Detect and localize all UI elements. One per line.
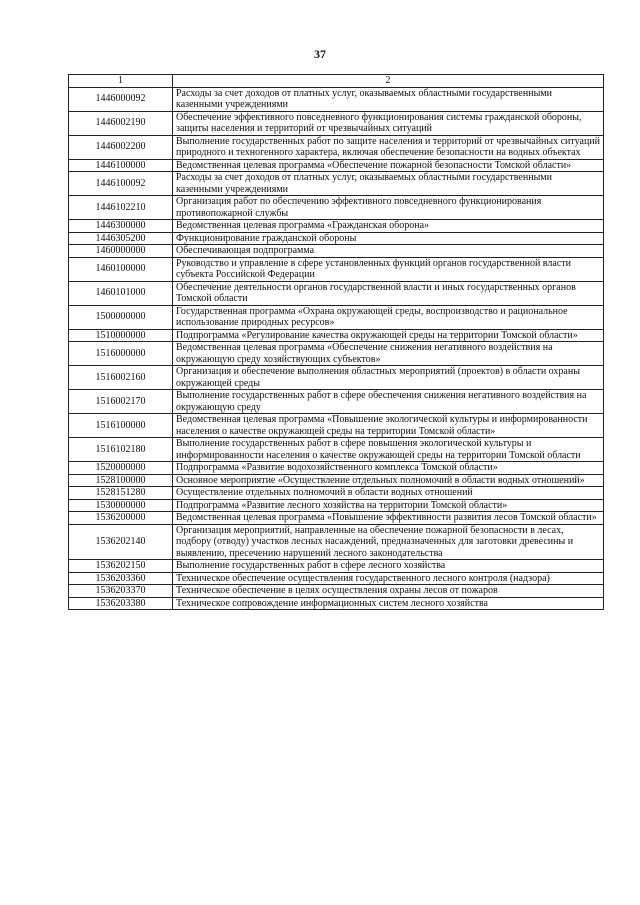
row-code-cell: 1536203370	[69, 585, 173, 598]
table-row	[69, 257, 604, 281]
row-name-cell: Техническое обеспечение в целях осуществления охраны лесов от пожаров	[173, 585, 604, 598]
table-row	[69, 245, 604, 258]
table-row	[69, 572, 604, 585]
row-name-cell: Осуществление отдельных полномочий в области водных отношений	[173, 487, 604, 500]
row-code-cell: 1520000000	[69, 462, 173, 475]
row-name-cell: Выполнение государственных работ в сфере обеспечения снижения негативного воздействия на окружающую среду	[173, 390, 604, 414]
row-name-cell: Ведомственная целевая программа «Гражданская оборона»	[173, 220, 604, 233]
row-code-cell: 1446305200	[69, 232, 173, 245]
row-code-cell: 1516100000	[69, 414, 173, 438]
row-code-cell: 1446000092	[69, 87, 173, 111]
row-name-cell: Ведомственная целевая программа «Обеспечение пожарной безопасности Томской области»	[173, 159, 604, 172]
row-name-cell: Техническое обеспечение осуществления государственного лесного контроля (надзора)	[173, 572, 604, 585]
table-row	[69, 474, 604, 487]
table-row	[69, 281, 604, 305]
table-row	[69, 135, 604, 159]
row-code-cell: 1528151280	[69, 487, 173, 500]
table-row	[69, 512, 604, 525]
table-row	[69, 414, 604, 438]
row-name-cell: Обеспечение деятельности органов государственной власти и иных государственных органов Томской области	[173, 281, 604, 305]
row-code-cell: 1536203360	[69, 572, 173, 585]
table-row	[69, 232, 604, 245]
row-code-cell: 1446100092	[69, 172, 173, 196]
row-name-cell: Организация мероприятий, направленные на обеспечение пожарной безопасности в лесах, подбору (отводу) участков лесных насаждений, предназначенных для заготовки древесины и выявлению, пресечению нарушений лесного законодательства	[173, 524, 604, 560]
header-code-column: 1	[69, 75, 173, 88]
row-name-cell: Выполнение государственных работ в сфере лесного хозяйства	[173, 560, 604, 573]
row-name-cell: Подпрограмма «Развитие лесного хозяйства на территории Томской области»	[173, 499, 604, 512]
table-row	[69, 524, 604, 560]
table-row	[69, 597, 604, 610]
row-code-cell: 1460101000	[69, 281, 173, 305]
budget-classification-table	[68, 74, 604, 610]
row-name-cell: Обеспечение эффективного повседневного функционирования системы гражданской обороны, защиты населения и территорий от чрезвычайных ситуаций	[173, 111, 604, 135]
row-name-cell: Руководство и управление в сфере установленных функций органов государственной власти субъекта Российской Федерации	[173, 257, 604, 281]
table-row	[69, 329, 604, 342]
row-code-cell: 1516102180	[69, 438, 173, 462]
table-row	[69, 196, 604, 220]
row-code-cell: 1460000000	[69, 245, 173, 258]
row-code-cell: 1510000000	[69, 329, 173, 342]
row-name-cell: Ведомственная целевая программа «Обеспечение снижения негативного воздействия на окружающую среду хозяйствующих субъектов»	[173, 342, 604, 366]
row-name-cell: Техническое сопровождение информационных систем лесного хозяйства	[173, 597, 604, 610]
table-row	[69, 342, 604, 366]
table-row	[69, 172, 604, 196]
row-name-cell: Выполнение государственных работ в сфере повышения экологической культуры и информированности населения о качестве окружающей среды на территории Томской области	[173, 438, 604, 462]
table-row	[69, 438, 604, 462]
row-code-cell: 1460100000	[69, 257, 173, 281]
row-code-cell: 1530000000	[69, 499, 173, 512]
row-code-cell: 1500000000	[69, 305, 173, 329]
table-row	[69, 305, 604, 329]
row-code-cell: 1516002170	[69, 390, 173, 414]
table-row	[69, 220, 604, 233]
row-code-cell: 1536202140	[69, 524, 173, 560]
row-name-cell: Обеспечивающая подпрограмма	[173, 245, 604, 258]
row-name-cell: Организация и обеспечение выполнения областных мероприятий (проектов) в области охраны окружающей среды	[173, 366, 604, 390]
row-code-cell: 1536203380	[69, 597, 173, 610]
row-code-cell: 1528100000	[69, 474, 173, 487]
row-name-cell: Ведомственная целевая программа «Повышение эффективности развития лесов Томской области»	[173, 512, 604, 525]
row-name-cell: Функционирование гражданской обороны	[173, 232, 604, 245]
row-code-cell: 1446300000	[69, 220, 173, 233]
page-number: 37	[314, 47, 326, 61]
row-code-cell: 1516002160	[69, 366, 173, 390]
row-name-cell: Расходы за счет доходов от платных услуг, оказываемых областными государственными казенными учреждениями	[173, 172, 604, 196]
row-name-cell: Подпрограмма «Регулирование качества окружающей среды на территории Томской области»	[173, 329, 604, 342]
row-name-cell: Ведомственная целевая программа «Повышение экологической культуры и информированности населения о качестве окружающей среды на территории Томской области»	[173, 414, 604, 438]
row-code-cell: 1516000000	[69, 342, 173, 366]
row-code-cell: 1536202150	[69, 560, 173, 573]
row-code-cell: 1446002200	[69, 135, 173, 159]
row-name-cell: Основное мероприятие «Осуществление отдельных полномочий в области водных отношений»	[173, 474, 604, 487]
table-row	[69, 585, 604, 598]
row-code-cell: 1446100000	[69, 159, 173, 172]
row-name-cell: Расходы за счет доходов от платных услуг, оказываемых областными государственными казенными учреждениями	[173, 87, 604, 111]
table-row	[69, 87, 604, 111]
row-code-cell: 1536200000	[69, 512, 173, 525]
table-body	[69, 87, 604, 610]
table-row	[69, 390, 604, 414]
table-row	[69, 499, 604, 512]
row-name-cell: Подпрограмма «Развитие водохозяйственного комплекса Томской области»	[173, 462, 604, 475]
table-row	[69, 111, 604, 135]
table-row	[69, 462, 604, 475]
row-code-cell: 1446102210	[69, 196, 173, 220]
header-name-column: 2	[173, 75, 604, 88]
row-name-cell: Организация работ по обеспечению эффективного повседневного функционирования противопожарной службы	[173, 196, 604, 220]
row-name-cell: Государственная программа «Охрана окружающей среды, воспроизводство и рациональное использование природных ресурсов»	[173, 305, 604, 329]
row-code-cell: 1446002190	[69, 111, 173, 135]
table-row	[69, 560, 604, 573]
row-name-cell: Выполнение государственных работ по защите населения и территорий от чрезвычайных ситуаций природного и техногенного характера, включая обеспечение безопасности на водных объектах	[173, 135, 604, 159]
table-row	[69, 366, 604, 390]
table-row	[69, 159, 604, 172]
table-row	[69, 487, 604, 500]
table-header-row	[69, 75, 604, 88]
